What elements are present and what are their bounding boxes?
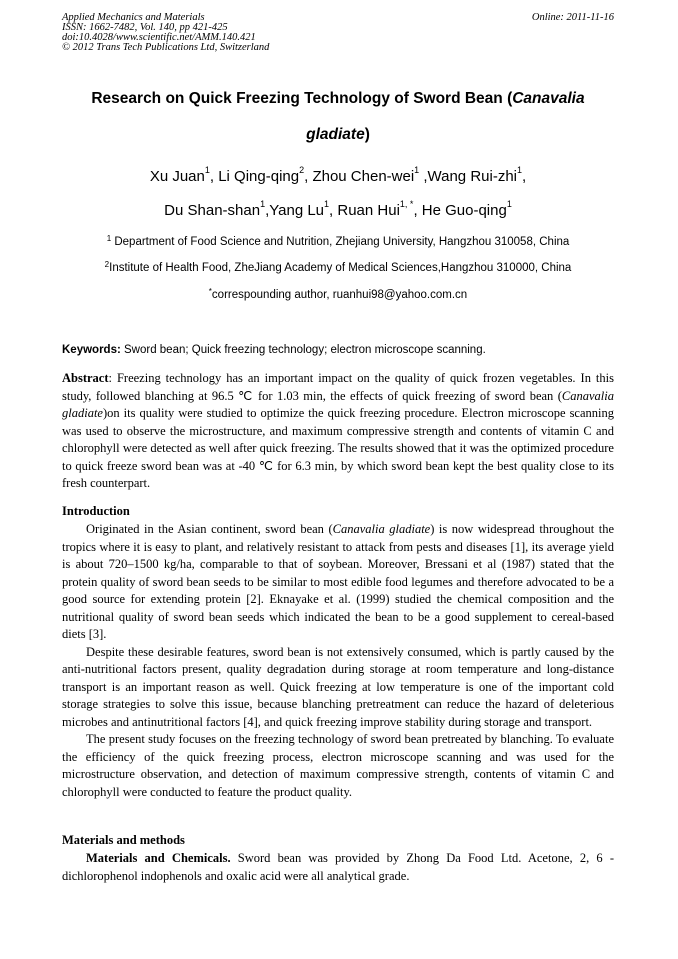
author-line-2: Du Shan-shan$^1$,Yang Lu$^1$, Ruan Hui$^{1, *}$, He Guo-qing$^1$: [164, 199, 512, 219]
intro-paragraph-1: Originated in the Asian continent, sword bean (Canavalia gladiate) is now widespread throughout the tropics where it is easy to plant, and relatively resistant to attack from pests and diseases [1], its average yield is about 720–1500 kg/ha, comparable to that of soybean. Moreover, Bressani et al (1987) stated that the protein quality of sword bean seeds to be similar to most edible food legumes and therefore advocated to be a good source for extending protein [2]. Eknayake et al. (1999) studied the chemical composition and the nutritional quality of sword bean seeds which indicated the bean to be a good supplement to cereal-based diets [3].: [62, 522, 614, 641]
journal-header: [62, 13, 269, 53]
introduction-body: [62, 521, 614, 801]
abstract: Abstract: Freezing technology has an important impact on the quality of quick frozen vegetables. In this study, followed blanching at 96.5 ℃ for 1.03 min, the effects of quick freezing of sword bean (Canavalia gladiate)on its quality were studied to optimize the quick freezing procedure. Electron microscope scanning was used to observe the microstructure, and maximum compressive strength and contents of vitamin C and chlorophyll were detected as well after quick freezing. The results showed that it was the optimized procedure to quick freeze sword bean was at -40 ℃ for 6.3 min, by which sword bean kept the best quality close to its fresh counterpart.: [62, 371, 614, 490]
methods-heading: Materials and methods: [62, 833, 185, 847]
keywords-text: Sword bean; Quick freezing technology; electron microscope scanning.: [120, 344, 486, 356]
author-line-1: Xu Juan$^1$, Li Qing-qing$^2$, Zhou Chen-wei$^1$ ,Wang Rui-zhi$^1$,: [149, 165, 527, 185]
affiliation-1: $^1$ Department of Food Science and Nutrition, Zhejiang University, Hangzhou 310058, China: [106, 234, 570, 248]
online-date: Online: 2011-11-16: [531, 12, 614, 23]
journal-name: Applied Mechanics and Materials: [62, 12, 205, 23]
intro-paragraph-3: The present study focuses on the freezing technology of sword bean pretreated by blanching. To evaluate the efficiency of the quick freezing process, electron microscope scanning and was used for the microstructure observation, and detection of maximum compressive strength, contents of vitamin C and chlorophyll were conducted to feature the product quality.: [62, 732, 614, 799]
doi-line: doi:10.4028/www.scientific.net/AMM.140.421: [62, 32, 256, 43]
affiliation-2: $^2$Institute of Health Food, ZheJiang Academy of Medical Sciences,Hangzhou 310000, China: [104, 260, 572, 274]
abstract-label: Abstract: [62, 371, 109, 385]
materials-subheading: Materials and Chemicals.: [86, 851, 231, 865]
keywords-label: Keywords:: [62, 344, 121, 356]
intro-paragraph-2: Despite these desirable features, sword bean is not extensively consumed, which is partly caused by the anti-nutritional factors present, quality degradation during storage at room temperature and long-distance transport is an important reason as well. Quick freezing at low temperature is one of the important cold storage strategies to solve this issue, because blanching pretreatment can reduce the hazard of deleterious microbes and antinutritional factors [4], and quick freezing improve stability during storage and transport.: [62, 644, 614, 729]
paper-title-line-2: gladiate): [306, 126, 370, 143]
copyright-line: © 2012 Trans Tech Publications Ltd, Switzerland: [62, 42, 270, 53]
introduction-heading: Introduction: [62, 504, 130, 518]
issn-line: ISSN: 1662-7482, Vol. 140, pp 421-425: [62, 22, 228, 33]
corresponding-author: *correspounding author, ruanhui98@yahoo.com.cn: [208, 287, 468, 301]
keywords: [62, 344, 486, 356]
paper-title-line-1: Research on Quick Freezing Technology of Sword Bean (Canavalia: [91, 90, 585, 107]
methods-body: Materials and Chemicals. Sword bean was provided by Zhong Da Food Ltd. Acetone, 2, 6 -dichlorophenol indophenols and oxalic acid were all analytical grade.: [62, 851, 615, 883]
